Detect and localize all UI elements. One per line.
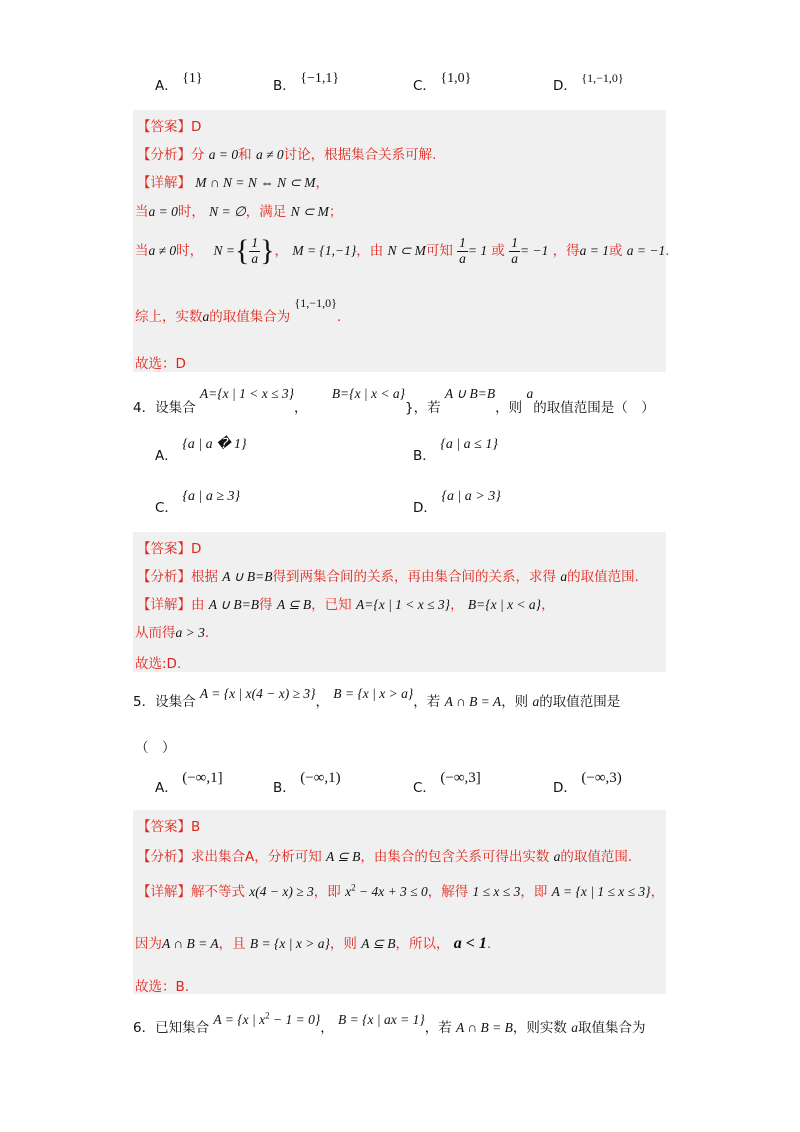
q4-detail: 【详解】由 A ∪ B=B得 A ⊆ B，已知 A={x | 1 < x ≤ 3}， B={x | x < a}， bbox=[137, 597, 555, 613]
option-math: {1,0} bbox=[440, 71, 472, 86]
q5-solution-box bbox=[133, 810, 666, 994]
q4-option-b[interactable]: B． {a | a ≤ 1} bbox=[413, 437, 498, 464]
q6-stem: 6．已知集合 A = {x | $x^2 - 1 = 0$}， B = {x | ax = 1}，若 A ∩ B = B，则实数 a取值集合为 bbox=[133, 1010, 646, 1036]
q3-choose: 故选：D bbox=[135, 356, 186, 372]
q4-stem: 4．设集合 A={x | 1 < x ≤ 3}， B={x | x < a}}，若 A ∪ B=B，则 a的取值范围是（ ） bbox=[133, 386, 655, 416]
q4-option-c[interactable]: C． {a | a ≥ 3} bbox=[155, 489, 241, 516]
q3-option-d[interactable] bbox=[553, 66, 624, 94]
q5-detail-line2: 因为A ∩ B = A，且 B = {x | x > a}，则 A ⊆ B，所以， a < 1. bbox=[135, 935, 492, 952]
q4-analysis: 【分析】根据 A ∪ B=B得到两集合间的关系，再由集合间的关系，求得 a的取值范围. bbox=[137, 569, 639, 585]
option-letter: D． bbox=[553, 78, 577, 94]
option-letter: A． bbox=[155, 78, 178, 94]
q5-option-c[interactable]: C． (−∞,3] bbox=[413, 770, 481, 796]
q3-option-c[interactable] bbox=[413, 66, 472, 94]
option-letter: C． bbox=[413, 78, 436, 94]
q5-option-a[interactable]: A． (−∞,1] bbox=[155, 770, 223, 796]
option-letter: B． bbox=[273, 78, 296, 94]
q5-analysis: 【分析】求出集合A，分析可知 A ⊆ B，由集合的包含关系可得出实数 a的取值范围. bbox=[137, 849, 633, 865]
q5-option-b[interactable]: B． (−∞,1) bbox=[273, 770, 341, 796]
q4-choose: 故选:D. bbox=[135, 656, 182, 672]
q4-detail-line2: 从而得a > 3. bbox=[135, 625, 210, 641]
q5-stem: 5．设集合 A = {x | x(4 − x) ≥ 3}， B = {x | x > a}，若 A ∩ B = A，则 a的取值范围是 bbox=[133, 686, 621, 710]
q4-option-a[interactable]: A． {a | a � 1} bbox=[155, 437, 247, 464]
q3-answer: 【答案】D bbox=[137, 119, 202, 135]
q5-option-d[interactable]: D． (−∞,3) bbox=[553, 770, 622, 796]
q5-paren: （ ） bbox=[135, 740, 176, 756]
q3-analysis: 【分析】分 a = 0和 a ≠ 0讨论，根据集合关系可解. bbox=[137, 147, 437, 163]
option-math: {1,−1,0} bbox=[581, 71, 624, 85]
q3-detail-line3: 当a ≠ 0时， N ={ $\frac{1}{a}$ }， M = {1,−1}，由 N ⊂ M可知 $\frac{1}{a}$ = 1 或 $\frac{1}{a}$ = −1 ，得a = 1或 a = −1. bbox=[135, 234, 670, 267]
q4-answer: 【答案】D bbox=[137, 541, 202, 557]
q5-answer: 【答案】B bbox=[137, 819, 201, 835]
q5-choose: 故选：B. bbox=[135, 979, 190, 995]
q3-detail-line4: 综上，实数a的取值集合为 {1,−1,0}. bbox=[135, 296, 342, 325]
option-math: {−1,1} bbox=[300, 71, 340, 86]
q5-detail: 【详解】解不等式 x(4 − x) ≥ 3，即 $x^2 - 4x + 3 \le 0$，解得 1 ≤ x ≤ 3，即 A = {x | 1 ≤ x ≤ 3}， bbox=[137, 882, 665, 900]
q3-option-a[interactable] bbox=[155, 66, 203, 94]
option-math: {1} bbox=[182, 71, 203, 86]
q3-option-b[interactable] bbox=[273, 66, 340, 94]
q3-detail-line2: 当a = 0时， N = ∅，满足 N ⊂ M； bbox=[135, 204, 343, 220]
q4-option-d[interactable]: D． {a | a > 3} bbox=[413, 489, 501, 516]
q3-detail: 【详解】 M ∩ N = N ⇔ N ⊂ M， bbox=[137, 175, 329, 191]
